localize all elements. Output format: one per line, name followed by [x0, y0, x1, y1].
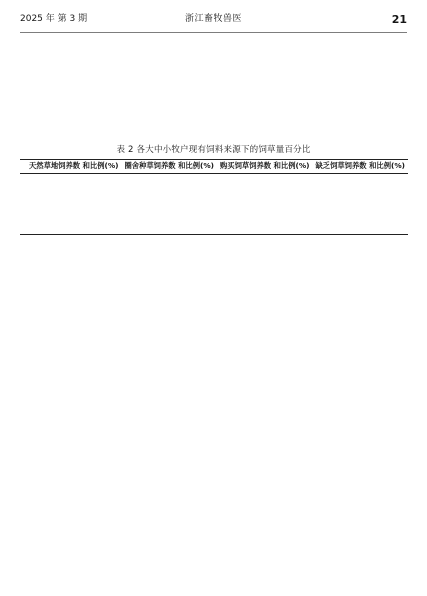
table-cell — [217, 189, 313, 204]
table-cell — [26, 219, 122, 235]
table-cell — [122, 219, 218, 235]
issue-label: 2025 年 第 3 期 — [20, 13, 88, 24]
intro-columns — [20, 41, 407, 139]
table-cell — [122, 189, 218, 204]
table-header-cell-1: 天然草地饲养数 和比例(%) — [26, 160, 122, 174]
table-caption: 表 2 各大中小牧户现有饲料来源下的饲草量百分比 — [116, 145, 311, 155]
table-cell — [313, 219, 409, 235]
table-row — [20, 204, 408, 219]
body-columns — [20, 243, 407, 581]
table-cell — [217, 173, 313, 189]
table-cell — [122, 204, 218, 219]
body-right-column — [222, 243, 408, 581]
table-cell — [26, 204, 122, 219]
table-row — [20, 219, 408, 235]
table-row — [20, 189, 408, 204]
table-cell — [217, 204, 313, 219]
table-header-row — [20, 160, 408, 174]
journal-title: 浙江畜牧兽医 — [184, 13, 242, 24]
table-cell — [313, 173, 409, 189]
table-cell — [26, 173, 122, 189]
table-row — [20, 173, 408, 189]
table-header-cell-4: 缺乏饲草饲养数 和比例(%) — [313, 160, 409, 174]
feed-source-table-section — [20, 143, 407, 235]
intro-left-column — [20, 41, 206, 139]
table-header-cell-3: 购买饲草饲养数 和比例(%) — [217, 160, 313, 174]
table-cell — [122, 173, 218, 189]
intro-right-column — [222, 41, 408, 139]
table-cell — [26, 189, 122, 204]
table-cell — [313, 204, 409, 219]
body-left-column — [20, 243, 206, 581]
table-cell — [313, 189, 409, 204]
table-header-cell-2: 圈舍种草饲养数 和比例(%) — [122, 160, 218, 174]
page-header — [20, 10, 407, 33]
table-cell — [217, 219, 313, 235]
page-number: 21 — [391, 12, 407, 26]
feed-source-table — [20, 159, 408, 235]
